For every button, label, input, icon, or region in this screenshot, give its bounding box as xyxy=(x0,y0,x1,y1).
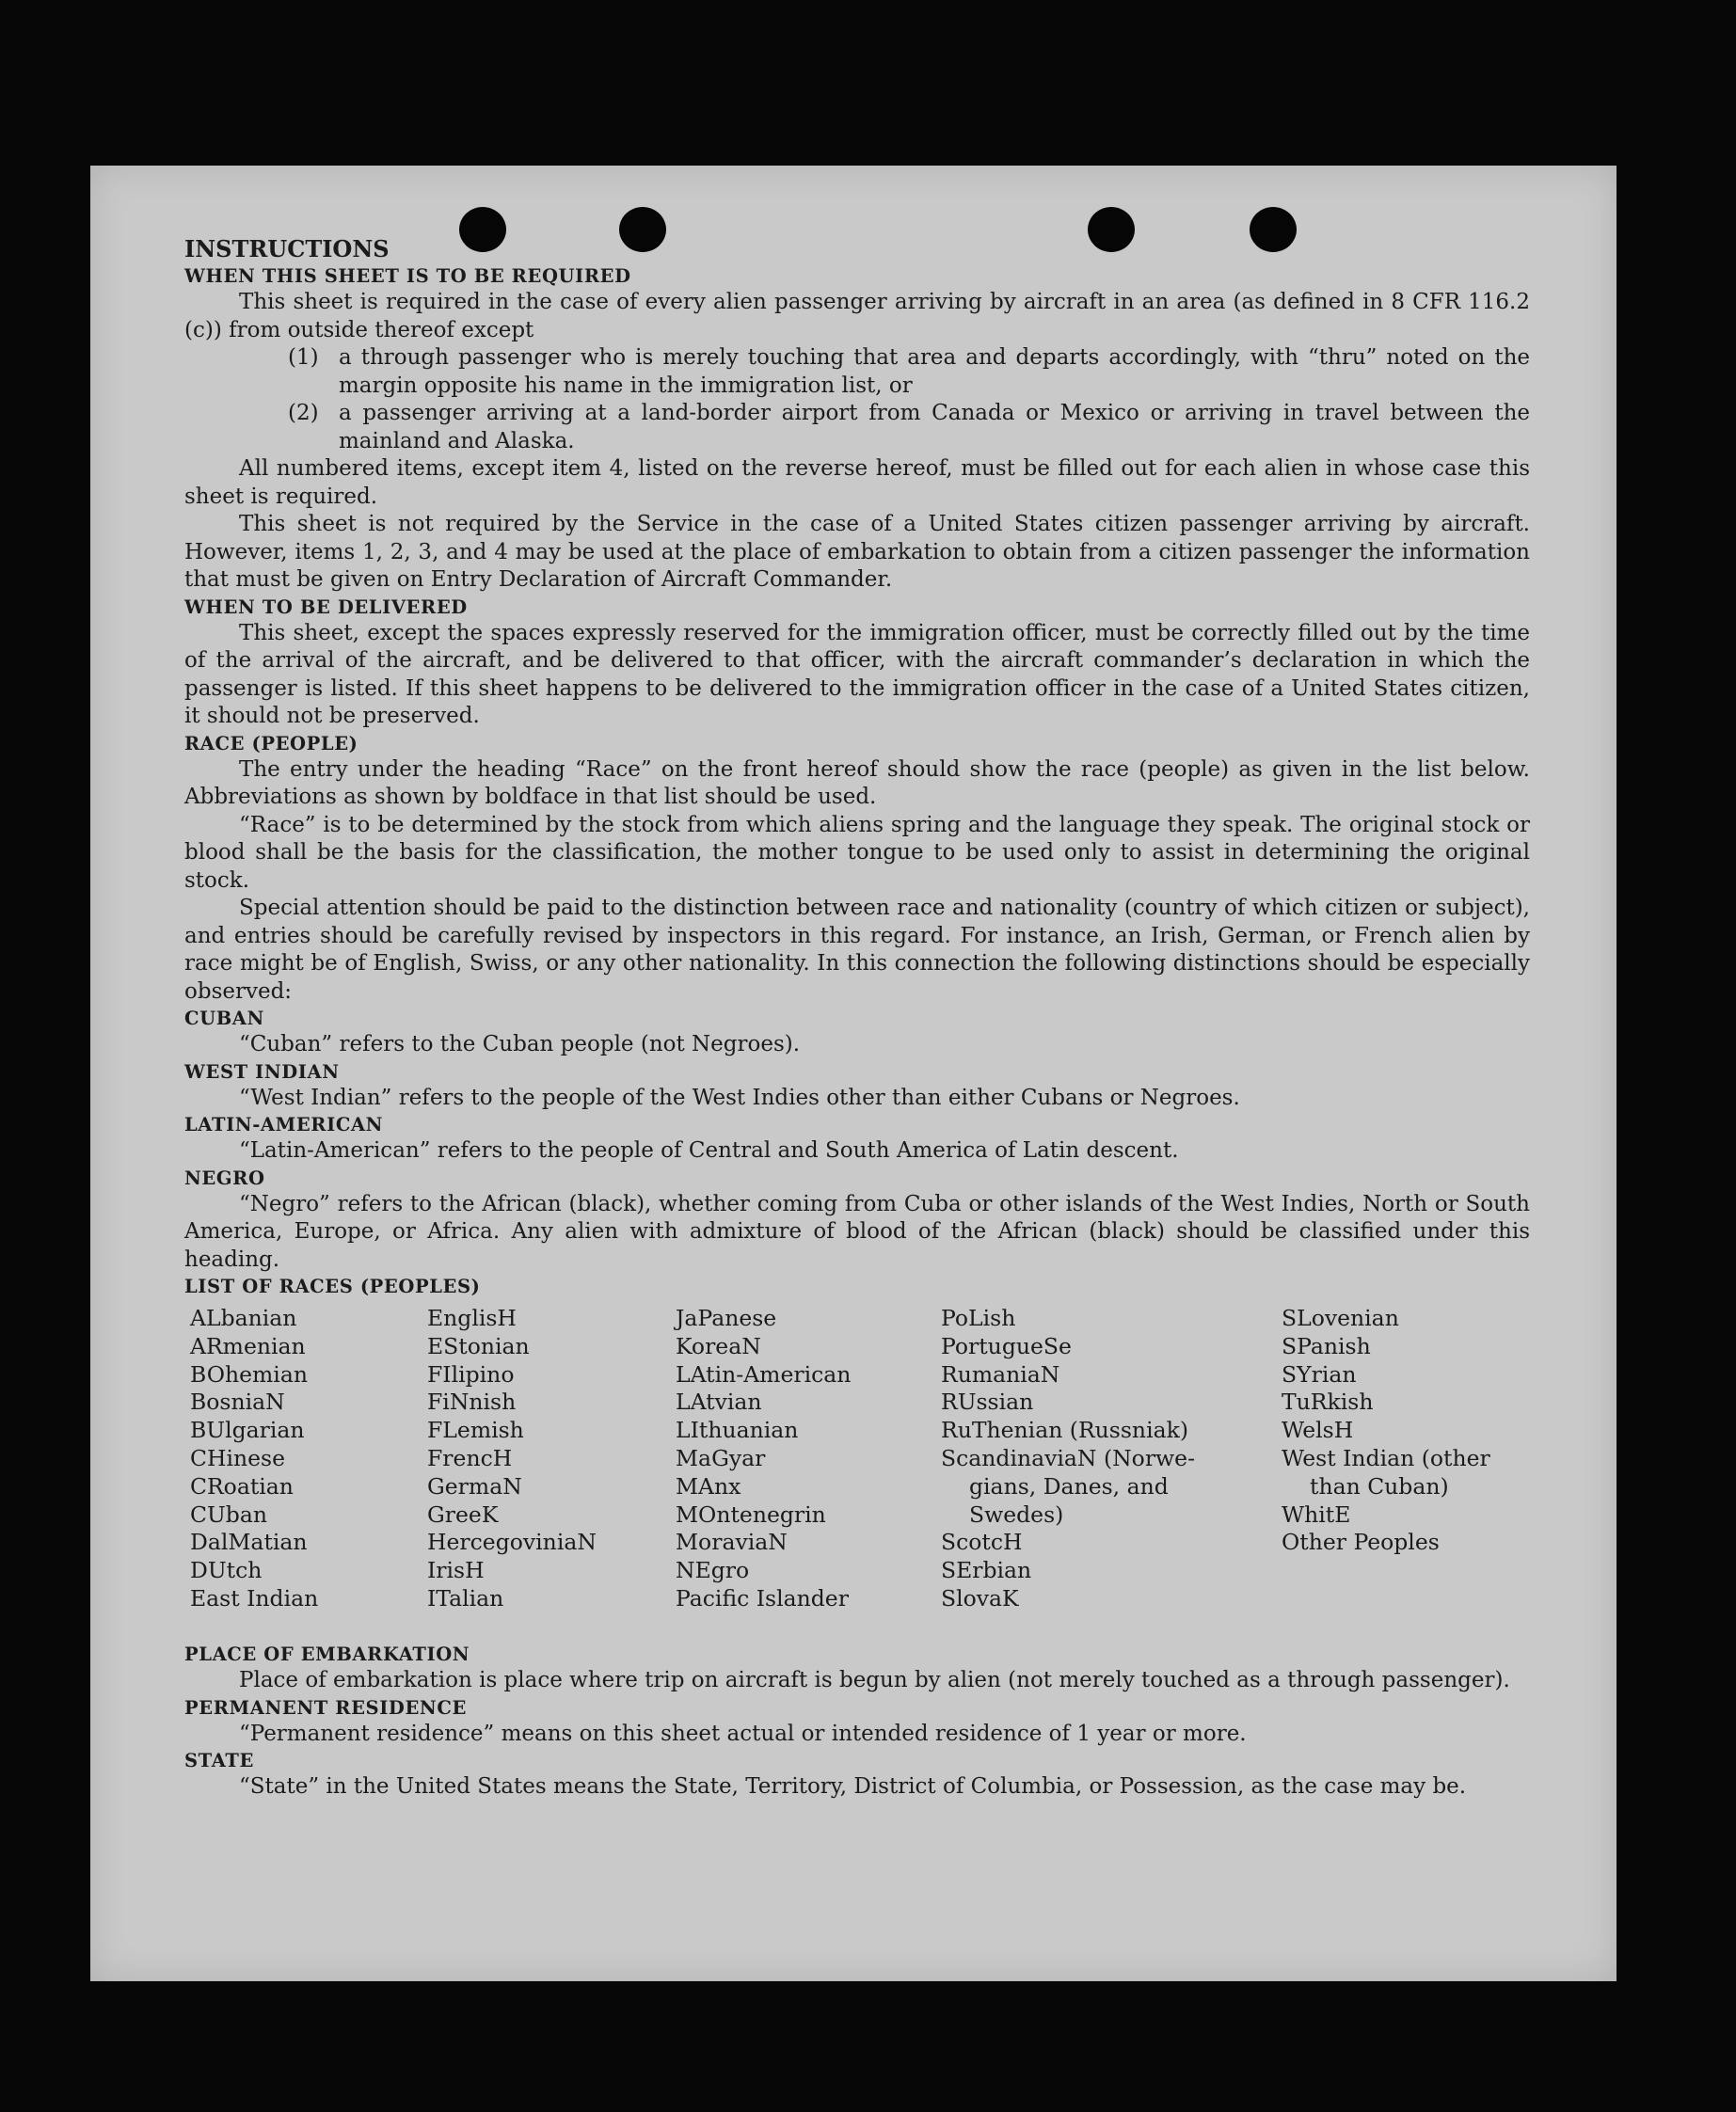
race-item: BUlgarian xyxy=(190,1417,305,1444)
instruction-sheet xyxy=(90,166,1617,1981)
race-item: SErbian xyxy=(941,1557,1032,1584)
instructions-content xyxy=(184,235,1530,1802)
race-item: CHinese xyxy=(190,1444,285,1471)
paragraph: Special attention should be paid to the distinction between race and nationality (country of which citizen or subject), and entries should be carefully revised by inspectors in this regard. For instance, an Irish, German, or French alien by race might be of English, Swiss, or any other nationality. In this connection the following distinctions should be especially observed: xyxy=(184,896,1530,1004)
item-number: (2) xyxy=(288,401,319,425)
race-item: PortugueSe xyxy=(941,1332,1072,1359)
race-list xyxy=(184,1305,1530,1642)
race-item: SlovaK xyxy=(941,1584,1019,1612)
race-item: MoraviaN xyxy=(676,1529,788,1556)
section-heading-cuban: CUBAN xyxy=(184,1008,264,1029)
race-item: ITalian xyxy=(427,1584,504,1612)
race-item: RumaniaN xyxy=(941,1360,1060,1388)
race-item: than Cuban) xyxy=(1310,1472,1449,1500)
item-text: a through passenger who is merely touching that area and departs accordingly, with “thru” noted on the margin opposite his name in the immigration list, or xyxy=(339,345,1530,398)
paragraph: “West Indian” refers to the people of the West Indies other than either Cubans or Negroes. xyxy=(239,1085,1240,1110)
race-item: SYrian xyxy=(1282,1360,1357,1388)
item-number: (1) xyxy=(288,345,319,370)
paragraph: The entry under the heading “Race” on the front hereof should show the race (people) as given in the list below. Abbreviations as shown by boldface in that list should be used. xyxy=(184,756,1530,809)
race-item: ALbanian xyxy=(190,1305,297,1331)
race-item: LAtvian xyxy=(676,1389,762,1416)
race-column xyxy=(190,1305,318,1613)
race-item: CRoatian xyxy=(190,1472,294,1500)
race-column xyxy=(941,1305,1195,1613)
paragraph: This sheet is required in the case of every alien passenger arriving by aircraft in an area (as defined in 8 CFR 116.2 (c)) from outside thereof except xyxy=(184,290,1530,342)
section-heading-race: RACE (PEOPLE) xyxy=(184,732,358,754)
race-item: CUban xyxy=(190,1501,267,1528)
page-title: INSTRUCTIONS xyxy=(184,235,390,262)
exception-item xyxy=(288,400,1530,455)
paragraph: “Permanent residence” means on this sheet actual or intended residence of 1 year or more. xyxy=(239,1721,1247,1746)
race-item: HercegoviniaN xyxy=(427,1529,597,1556)
race-item: GreeK xyxy=(427,1501,499,1528)
race-column xyxy=(676,1305,851,1613)
item-text: a passenger arriving at a land-border airport from Canada or Mexico or arriving in travel between the mainland and Alaska. xyxy=(339,401,1530,453)
paragraph: This sheet is not required by the Service in the case of a United States citizen passenger arriving by aircraft. However, items 1, 2, 3, and 4 may be used at the place of embarkation to obtain from a citizen passenger the information that must be given on Entry Declaration of Aircraft Commander. xyxy=(184,512,1530,592)
section-heading-state: STATE xyxy=(184,1750,254,1771)
race-item: BosniaN xyxy=(190,1389,285,1416)
paragraph: “State” in the United States means the State, Territory, District of Columbia, or Possession, as the case may be. xyxy=(239,1774,1467,1799)
race-item: Other Peoples xyxy=(1282,1529,1440,1556)
race-item: ScandinaviaN (Norwe- xyxy=(941,1444,1196,1471)
race-item: JaPanese xyxy=(676,1305,777,1331)
race-item: gians, Danes, and xyxy=(969,1472,1169,1500)
section-heading-west-indian: WEST INDIAN xyxy=(184,1060,340,1083)
paragraph: All numbered items, except item 4, listed on the reverse hereof, must be filled out for each alien in whose case this sheet is required. xyxy=(184,456,1530,509)
paragraph: “Race” is to be determined by the stock from which aliens spring and the language they speak. The original stock or blood shall be the basis for the classification, the mother tongue to be used only to assist in determining the original stock. xyxy=(184,812,1530,893)
paragraph: “Cuban” refers to the Cuban people (not Negroes). xyxy=(239,1032,801,1056)
race-item: MOntenegrin xyxy=(676,1501,826,1528)
race-item: LIthuanian xyxy=(676,1417,799,1444)
section-heading-embarkation: PLACE OF EMBARKATION xyxy=(184,1644,470,1665)
race-item: ARmenian xyxy=(190,1332,306,1359)
paragraph: “Latin-American” refers to the people of Central and South America of Latin descent. xyxy=(239,1138,1179,1163)
section-heading-residence: PERMANENT RESIDENCE xyxy=(184,1696,467,1719)
paragraph: Place of embarkation is place where trip on aircraft is begun by alien (not merely touched as a through passenger). xyxy=(239,1668,1510,1692)
race-item: West Indian (other xyxy=(1282,1444,1490,1471)
race-item: FrencH xyxy=(427,1444,513,1471)
exception-item xyxy=(288,344,1530,400)
race-item: SPanish xyxy=(1282,1332,1371,1359)
section-heading-when-delivered: WHEN TO BE DELIVERED xyxy=(184,595,468,618)
race-column xyxy=(427,1305,597,1613)
race-item: SLovenian xyxy=(1282,1305,1399,1331)
race-item: RUssian xyxy=(941,1389,1034,1416)
race-item: BOhemian xyxy=(190,1360,308,1388)
race-item: ScotcH xyxy=(941,1529,1023,1556)
race-item: PoLish xyxy=(941,1305,1016,1331)
race-item: EnglisH xyxy=(427,1305,517,1331)
paragraph: This sheet, except the spaces expressly reserved for the immigration officer, must be correctly filled out by the time of the arrival of the aircraft, and be delivered to that officer, with the aircraft commander’s declaration in which the passenger is listed. If this sheet happens to be delivered to the immigration officer in the case of a United States citizen, it should not be preserved. xyxy=(184,620,1530,728)
race-item: Pacific Islander xyxy=(676,1584,849,1612)
section-heading-when-required: WHEN THIS SHEET IS TO BE REQUIRED xyxy=(184,265,631,287)
race-item: IrisH xyxy=(427,1557,485,1584)
race-item: FIlipino xyxy=(427,1360,515,1388)
race-item: FLemish xyxy=(427,1417,524,1444)
race-item: WelsH xyxy=(1282,1417,1354,1444)
race-item: WhitE xyxy=(1282,1501,1351,1528)
paragraph: “Negro” refers to the African (black), whether coming from Cuba or other islands of the West Indies, North or South America, Europe, or Africa. Any alien with admixture of blood of the African (black) should be classified under this heading. xyxy=(184,1191,1530,1272)
race-item: DUtch xyxy=(190,1557,263,1584)
section-heading-negro: NEGRO xyxy=(184,1167,265,1189)
race-item: NEgro xyxy=(676,1557,750,1584)
race-item: Swedes) xyxy=(969,1501,1064,1528)
race-item: East Indian xyxy=(190,1584,319,1612)
race-item: MAnx xyxy=(676,1472,741,1500)
section-heading-latin-american: LATIN-AMERICAN xyxy=(184,1114,384,1135)
race-item: EStonian xyxy=(427,1332,530,1359)
race-item: DalMatian xyxy=(190,1529,308,1556)
race-item: KoreaN xyxy=(676,1332,761,1359)
race-item: RuThenian (Russniak) xyxy=(941,1417,1188,1444)
race-item: LAtin-American xyxy=(676,1360,852,1388)
race-column xyxy=(1282,1305,1490,1557)
race-item: GermaN xyxy=(427,1472,522,1500)
race-item: FiNnish xyxy=(427,1389,517,1416)
race-item: TuRkish xyxy=(1282,1389,1374,1416)
race-item: MaGyar xyxy=(676,1444,766,1471)
section-heading-list-of-races: LIST OF RACES (PEOPLES) xyxy=(184,1276,481,1297)
